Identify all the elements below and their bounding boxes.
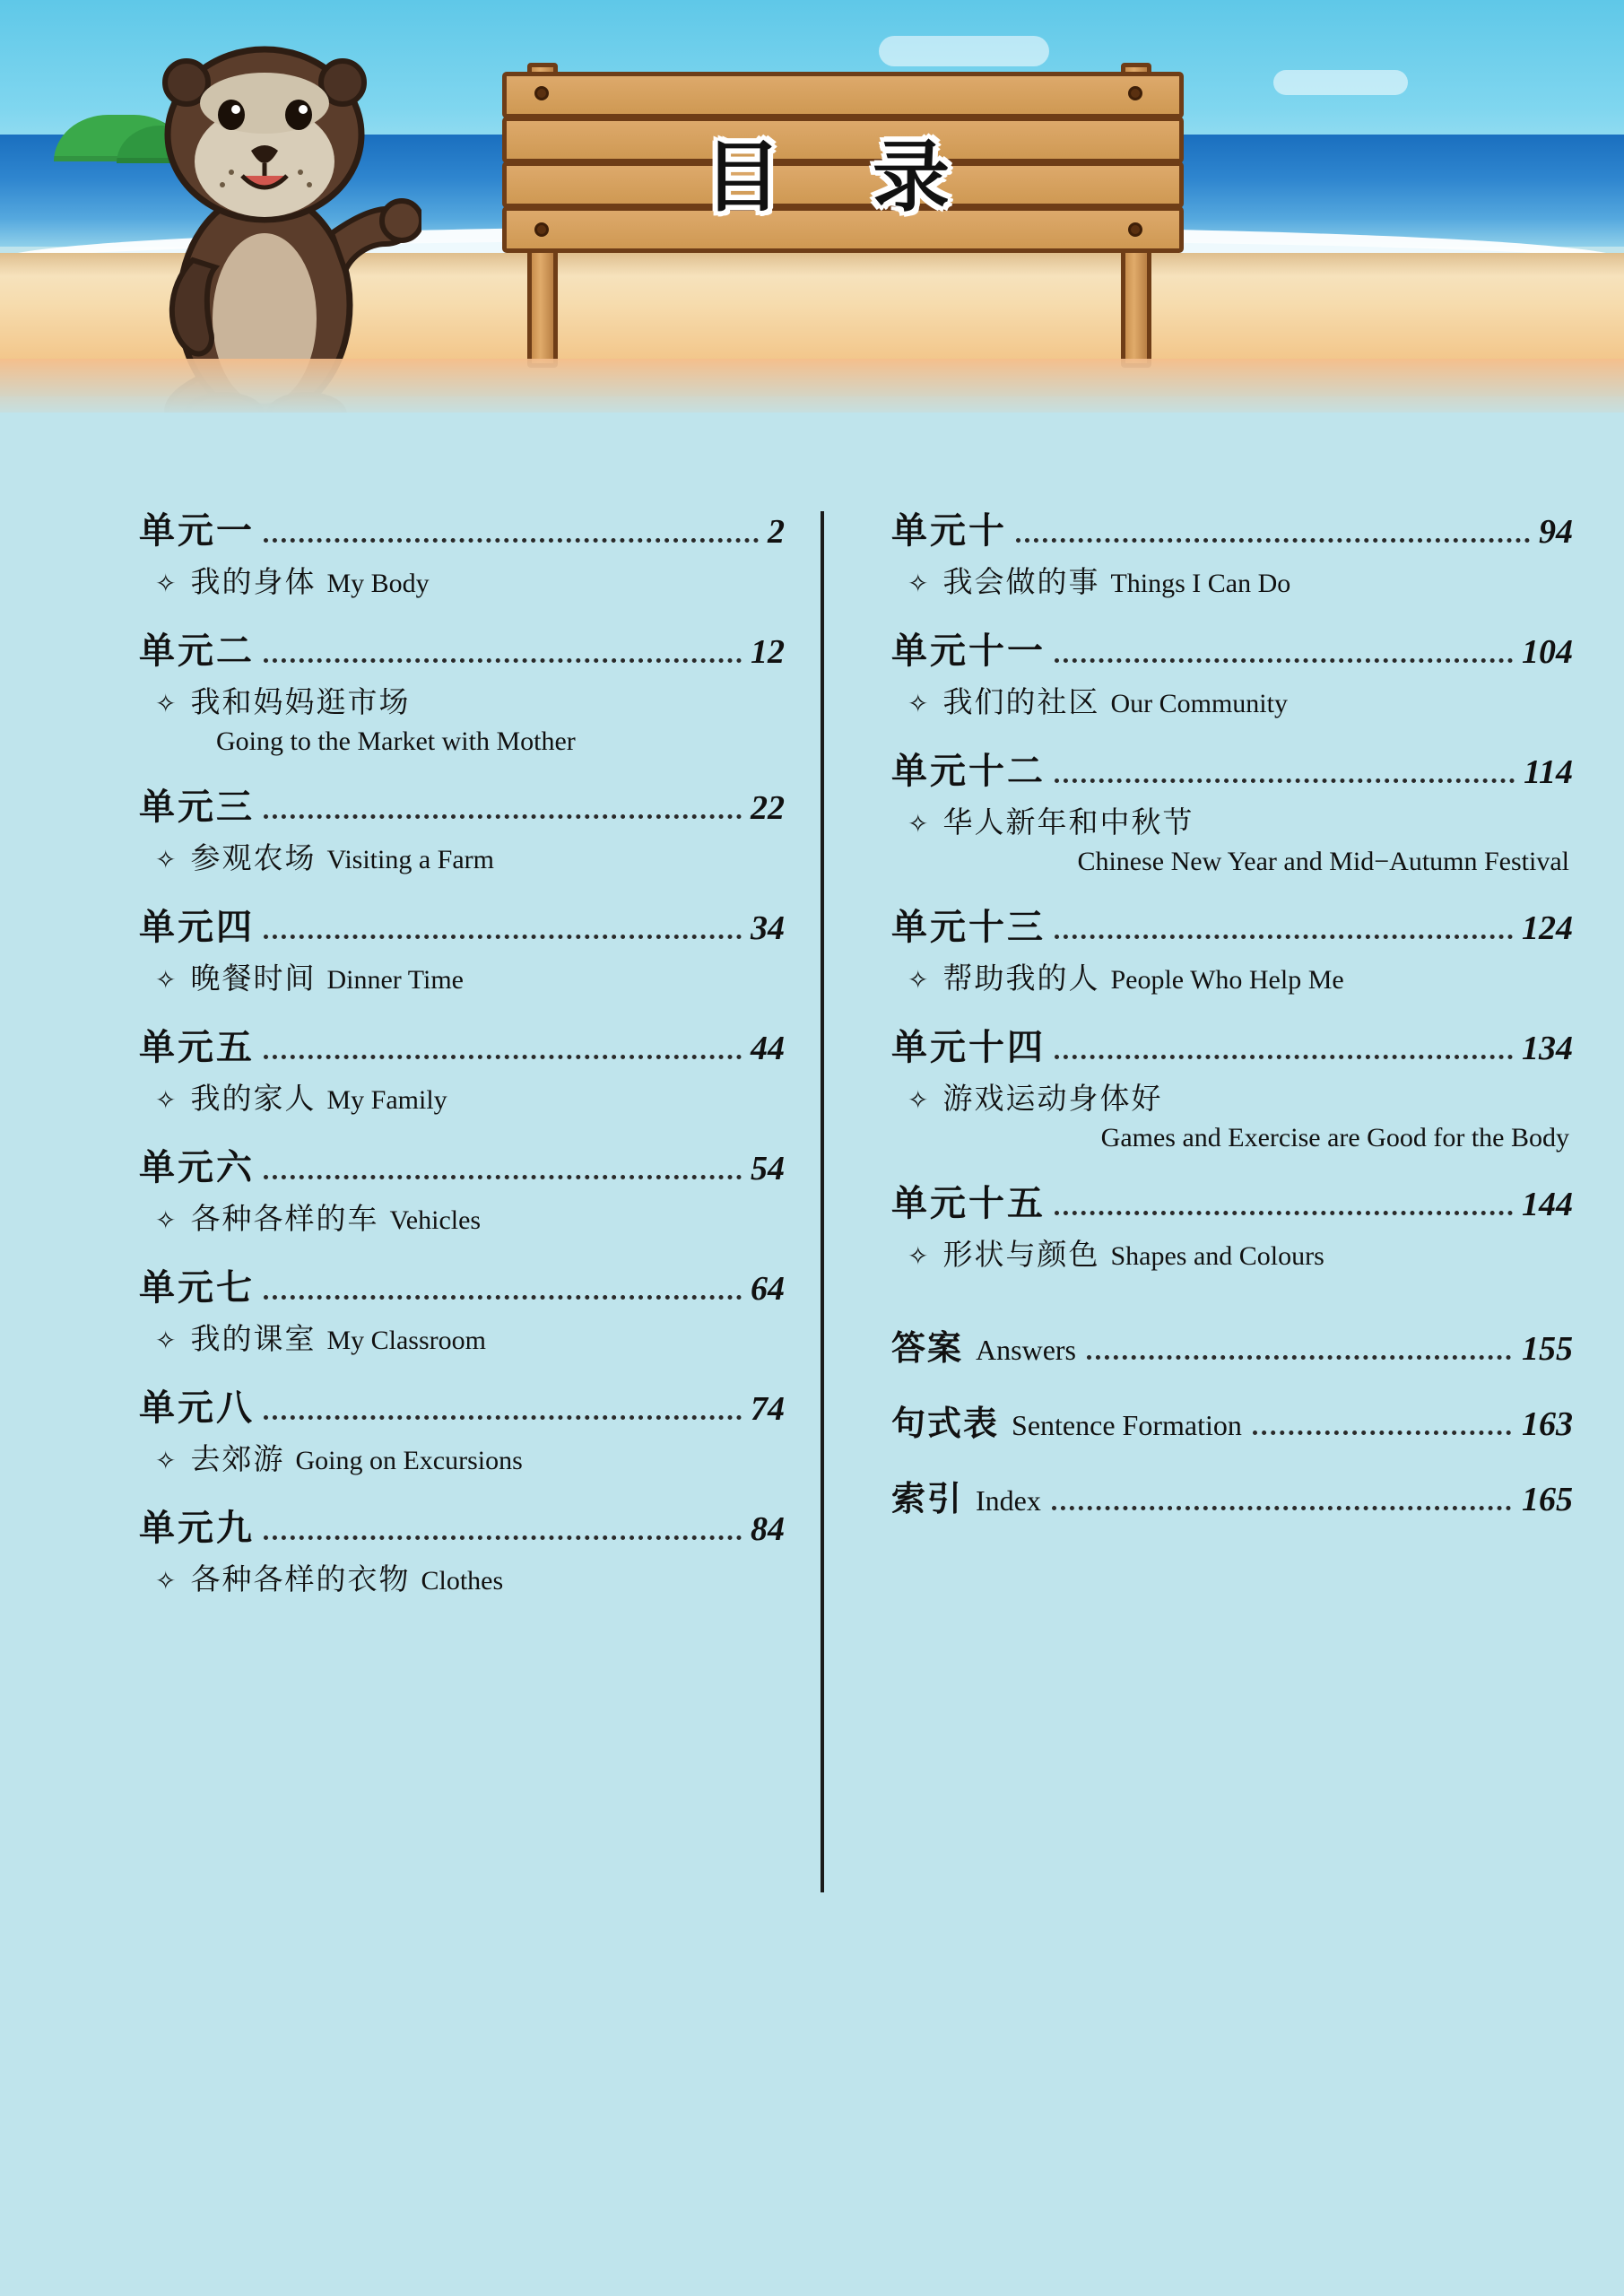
cloud-icon [1273,70,1408,95]
toc-column-right [891,502,1573,1982]
page-number: 34 [751,909,785,947]
toc-entry-heading [139,1500,785,1551]
toc-entry-subtitle [891,955,1573,997]
unit-label: 单元八 [139,1387,255,1429]
toc-entry[interactable] [139,778,785,877]
diamond-bullet-icon: ✧ [908,967,929,995]
topic-english: Going on Excursions [295,1446,523,1475]
topic-english: Dinner Time [326,965,464,995]
unit-label: 单元二 [139,631,255,672]
topic-chinese: 晚餐时间 [190,961,317,996]
topic-chinese: 我的课室 [190,1321,317,1356]
diamond-bullet-icon: ✧ [155,1327,177,1355]
topic-chinese: 各种各样的衣物 [190,1561,411,1596]
table-of-contents [0,502,1624,1982]
topic-english: Going to the Market with Mother [216,726,576,756]
toc-entry-subtitle [891,1075,1573,1118]
toc-entry[interactable] [891,743,1573,877]
topic-english: My Body [326,569,430,598]
toc-entry-heading [139,778,785,830]
leader-dots [264,1535,742,1540]
leader-dots [264,1175,742,1179]
leader-dots [1052,1506,1511,1510]
toc-entry-subtitle [139,679,785,721]
back-matter-list [891,1320,1573,1521]
header-illustration [0,0,1624,413]
leader-dots [264,814,742,819]
toc-entry[interactable] [139,1019,785,1118]
toc-entry-heading [891,1175,1573,1226]
unit-label: 单元十四 [891,1027,1046,1068]
toc-entry[interactable] [139,502,785,601]
toc-entry[interactable] [139,1139,785,1238]
topic-chinese: 我会做的事 [942,564,1100,599]
toc-entry-heading [139,1139,785,1190]
toc-entry-subtitle [139,1436,785,1478]
page-number: 64 [751,1270,785,1308]
toc-entry-subtitle [891,1231,1573,1274]
topic-chinese: 参观农场 [190,840,317,875]
page-number: 104 [1522,633,1573,671]
diamond-bullet-icon: ✧ [155,1568,177,1596]
bolt-icon [1128,86,1142,100]
toc-entry-heading [891,502,1573,553]
leader-dots [1016,538,1530,543]
diamond-bullet-icon: ✧ [155,691,177,718]
back-matter-english: Answers [976,1334,1076,1366]
page-number: 12 [751,633,785,671]
leader-dots [1055,1211,1513,1215]
diamond-bullet-icon: ✧ [155,1087,177,1115]
toc-entry-subtitle [891,799,1573,841]
leader-dots [1087,1355,1511,1360]
toc-entry-subtitle [139,1556,785,1598]
toc-column-left [139,502,821,1982]
toc-entry-heading [891,1019,1573,1070]
diamond-bullet-icon: ✧ [908,570,929,598]
topic-english: People Who Help Me [1110,965,1344,995]
toc-entry-subtitle [891,559,1573,601]
page-number: 94 [1539,513,1573,551]
diamond-bullet-icon: ✧ [908,691,929,718]
page-number: 124 [1522,909,1573,947]
page-number: 144 [1522,1186,1573,1223]
toc-entry-subtitle [139,1196,785,1238]
diamond-bullet-icon: ✧ [908,1087,929,1115]
topic-english: Chinese New Year and Mid−Autumn Festival [1077,847,1569,876]
cloud-icon [879,36,1049,66]
unit-label: 单元十五 [891,1183,1046,1224]
leader-dots [1253,1431,1511,1435]
toc-entry-heading [139,1259,785,1310]
title-signboard [502,72,1184,269]
topic-english: Clothes [421,1566,504,1596]
topic-english: Things I Can Do [1110,569,1291,598]
column-divider [821,511,824,1892]
topic-english: Visiting a Farm [326,845,494,874]
back-matter-row[interactable] [891,1396,1573,1446]
leader-dots [1055,1055,1513,1059]
leader-dots [264,658,742,663]
topic-chinese: 帮助我的人 [942,961,1100,996]
leader-dots [264,538,759,543]
topic-english: My Family [326,1085,447,1115]
background-fade [0,359,1624,413]
topic-chinese: 我的身体 [190,564,317,599]
toc-entry-heading [139,1379,785,1431]
unit-label: 单元十一 [891,631,1046,672]
topic-chinese: 我和妈妈逛市场 [190,684,411,719]
toc-entry[interactable] [139,1500,785,1598]
diamond-bullet-icon: ✧ [155,1207,177,1235]
otter-mascot-icon [117,9,421,413]
diamond-bullet-icon: ✧ [155,967,177,995]
toc-entry-heading [139,622,785,674]
unit-label: 单元一 [139,510,255,552]
toc-entry[interactable] [891,1019,1573,1153]
page-title: 目 录 [704,133,982,222]
toc-entry-heading [891,622,1573,674]
toc-entry-heading [139,899,785,950]
page-number: 165 [1522,1481,1573,1518]
unit-label: 单元七 [139,1267,255,1309]
sign-plank [502,72,1184,118]
topic-chinese: 华人新年和中秋节 [942,804,1194,839]
back-matter-row[interactable] [891,1471,1573,1521]
unit-label: 单元三 [139,787,255,828]
toc-entry[interactable] [891,622,1573,721]
topic-chinese: 形状与颜色 [942,1237,1100,1272]
topic-english: Games and Exercise are Good for the Body [1100,1123,1569,1152]
topic-english: Vehicles [389,1205,482,1235]
toc-entry-subtitle [139,1075,785,1118]
leader-dots [264,1295,742,1300]
page-number: 155 [1522,1330,1573,1368]
page-number: 74 [751,1390,785,1428]
back-matter-english: Index [976,1484,1041,1517]
toc-entry-subtitle [139,1316,785,1358]
diamond-bullet-icon: ✧ [155,847,177,874]
toc-entry-heading [139,502,785,553]
topic-chinese: 去郊游 [190,1441,285,1476]
leader-dots [1055,658,1513,663]
page-number: 163 [1522,1405,1573,1443]
topic-chinese: 我们的社区 [942,684,1100,719]
topic-english: Shapes and Colours [1110,1241,1324,1271]
leader-dots [264,1055,742,1059]
unit-label: 单元六 [139,1147,255,1188]
toc-entry[interactable] [139,899,785,997]
toc-entry-heading [891,899,1573,950]
toc-entry[interactable] [139,1259,785,1358]
unit-label: 单元四 [139,907,255,948]
leader-dots [1055,935,1513,939]
page-number: 22 [751,789,785,827]
back-matter-chinese: 索引 [891,1479,964,1518]
back-matter-chinese: 句式表 [891,1404,1000,1443]
toc-entry[interactable] [139,1379,785,1478]
topic-chinese: 我的家人 [190,1081,317,1116]
unit-label: 单元十三 [891,907,1046,948]
diamond-bullet-icon: ✧ [908,811,929,839]
toc-entry-heading [139,1019,785,1070]
page-number: 134 [1522,1030,1573,1067]
topic-chinese: 游戏运动身体好 [942,1081,1163,1116]
toc-entry[interactable] [891,899,1573,997]
back-matter-row[interactable] [891,1320,1573,1370]
page-number: 114 [1524,753,1573,791]
toc-entry-subtitle [139,955,785,997]
toc-entry-subtitle [139,559,785,601]
back-matter-english: Sentence Formation [1012,1409,1242,1441]
back-matter-chinese: 答案 [891,1328,964,1368]
diamond-bullet-icon: ✧ [155,570,177,598]
unit-label: 单元五 [139,1027,255,1068]
page-number: 44 [751,1030,785,1067]
leader-dots [264,935,742,939]
diamond-bullet-icon: ✧ [908,1243,929,1271]
unit-label: 单元九 [139,1508,255,1549]
page-number: 54 [751,1150,785,1187]
unit-label: 单元十二 [891,751,1046,792]
toc-entry-heading [891,743,1573,794]
leader-dots [1055,778,1515,783]
topic-english: My Classroom [326,1326,486,1355]
page-number: 2 [768,513,785,551]
unit-label: 单元十 [891,510,1007,552]
page-number: 84 [751,1510,785,1548]
toc-entry[interactable] [891,502,1573,601]
bolt-icon [534,86,549,100]
diamond-bullet-icon: ✧ [155,1448,177,1475]
topic-english: Our Community [1110,689,1288,718]
toc-entry[interactable] [891,1175,1573,1274]
leader-dots [264,1415,742,1420]
toc-entry-subtitle [891,679,1573,721]
toc-entry[interactable] [139,622,785,757]
topic-chinese: 各种各样的车 [190,1201,379,1236]
toc-entry-subtitle [139,835,785,877]
